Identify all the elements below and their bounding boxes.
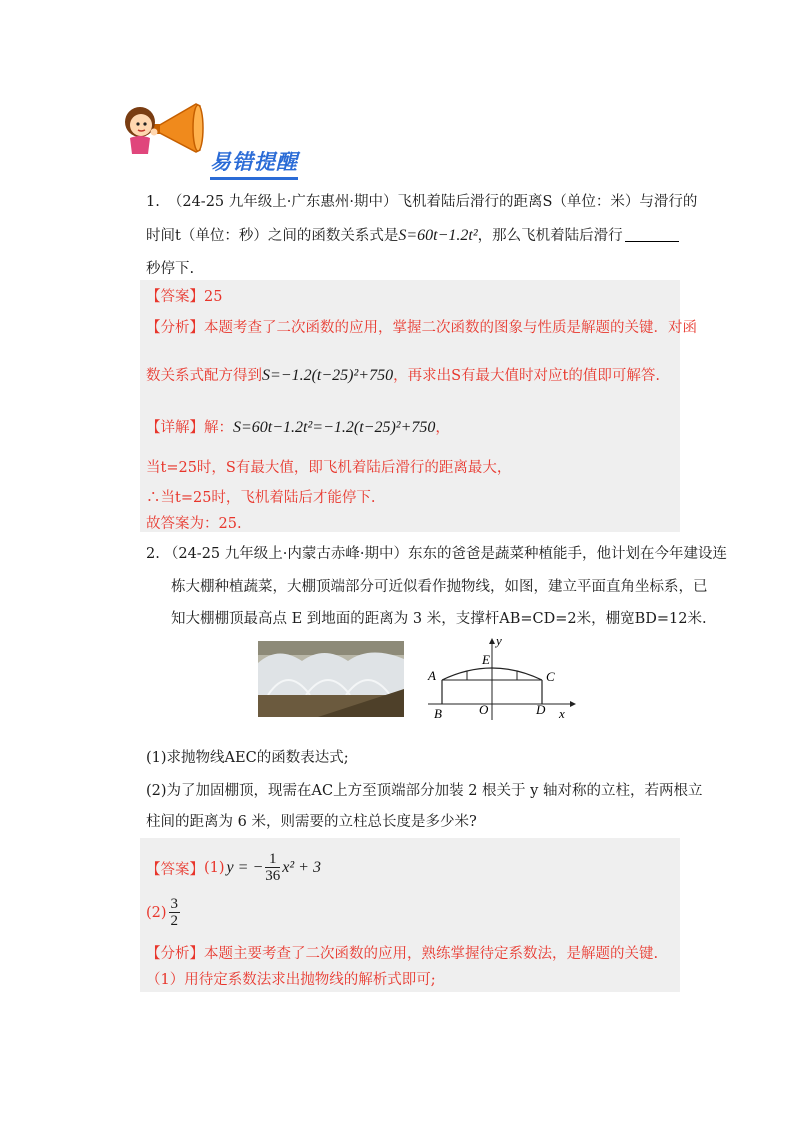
q2-sub2-line2: 柱间的距离为 6 米，则需要的立柱总长度是多少米? — [146, 814, 477, 830]
q2-line1: 2. （24-25 九年级上·内蒙古赤峰·期中）东东的爸爸是蔬菜种植能手，他计划在今年建设连 — [146, 546, 727, 562]
label-x: x — [559, 706, 565, 721]
q1-analysis-line2: 数关系式配方得到S=−1.2(t−25)²+750，再求出S有最大值时对应t的值即可解答. — [146, 367, 660, 384]
label-c: C — [546, 669, 555, 684]
q1-detail-line2: 当t=25时，S有最大值，即飞机着陆后滑行的距离最大， — [146, 460, 512, 476]
label-y: y — [496, 634, 502, 648]
answer-blank — [625, 226, 679, 242]
q2-line3: 知大棚棚顶最高点 E 到地面的距离为 3 米，支撑杆AB=CD=2米，棚宽BD=12米. — [171, 611, 707, 627]
fraction-1-36: $\frac{1}{36}$ — [265, 851, 281, 884]
q1-analysis-line1: 【分析】本题考查了二次函数的应用，掌握二次函数的图象与性质是解题的关键．对函 — [146, 320, 697, 336]
label-b: B — [434, 706, 442, 721]
q1-line1: 1. （24-25 九年级上·广东惠州·期中）飞机着陆后滑行的距离S（单位：米）与滑行的 — [146, 194, 698, 210]
q1-detail-line3: ∴当t=25时，飞机着陆后才能停下. — [146, 490, 376, 506]
q1-line3: 秒停下. — [146, 261, 195, 277]
label-d: D — [536, 702, 546, 717]
q2-sub2-line1: (2)为了加固棚顶，现需在AC上方至顶端部分加装 2 根关于 y 轴对称的立柱，若两根立 — [146, 783, 703, 799]
q2-number: 2. — [146, 546, 160, 562]
label-o: O — [479, 702, 489, 717]
fraction-3-2: $\frac{3}{2}$ — [170, 896, 179, 929]
q1-detail-line4: 故答案为：25. — [146, 516, 242, 532]
q1-number: 1. — [146, 194, 160, 210]
q1-line2: 时间t（单位：秒）之间的函数关系式是S=60t−1.2t²，那么飞机着陆后滑行 — [146, 226, 679, 246]
q1-formula: S=60t−1.2t² — [398, 227, 478, 244]
q1-answer: 【答案】25 — [146, 289, 223, 305]
greenhouse-photo — [258, 641, 404, 717]
q2-analysis-line2: （1）用待定系数法求出抛物线的解析式即可; — [146, 972, 436, 988]
mascot-icon — [118, 96, 218, 158]
q2-line2: 栋大棚种植蔬菜，大棚顶端部分可近似看作抛物线，如图，建立平面直角坐标系，已 — [171, 579, 708, 595]
parabola-diagram — [420, 634, 580, 722]
q1-detail-line1: 【详解】解：S=60t−1.2t²=−1.2(t−25)²+750， — [146, 419, 450, 436]
q2-answer1: 【答案】 (1) y = − $\frac{1}{36}$ x² + 3 — [146, 851, 321, 884]
q2-answer2: (2) $\frac{3}{2}$ — [146, 896, 179, 929]
page-title: 易错提醒 — [210, 146, 298, 180]
q2-sub1: (1)求抛物线AEC的函数表达式; — [146, 750, 349, 766]
q2-analysis-line1: 【分析】本题主要考查了二次函数的应用，熟练掌握待定系数法，是解题的关键. — [146, 946, 659, 962]
label-a: A — [428, 668, 436, 683]
label-e: E — [482, 652, 490, 667]
